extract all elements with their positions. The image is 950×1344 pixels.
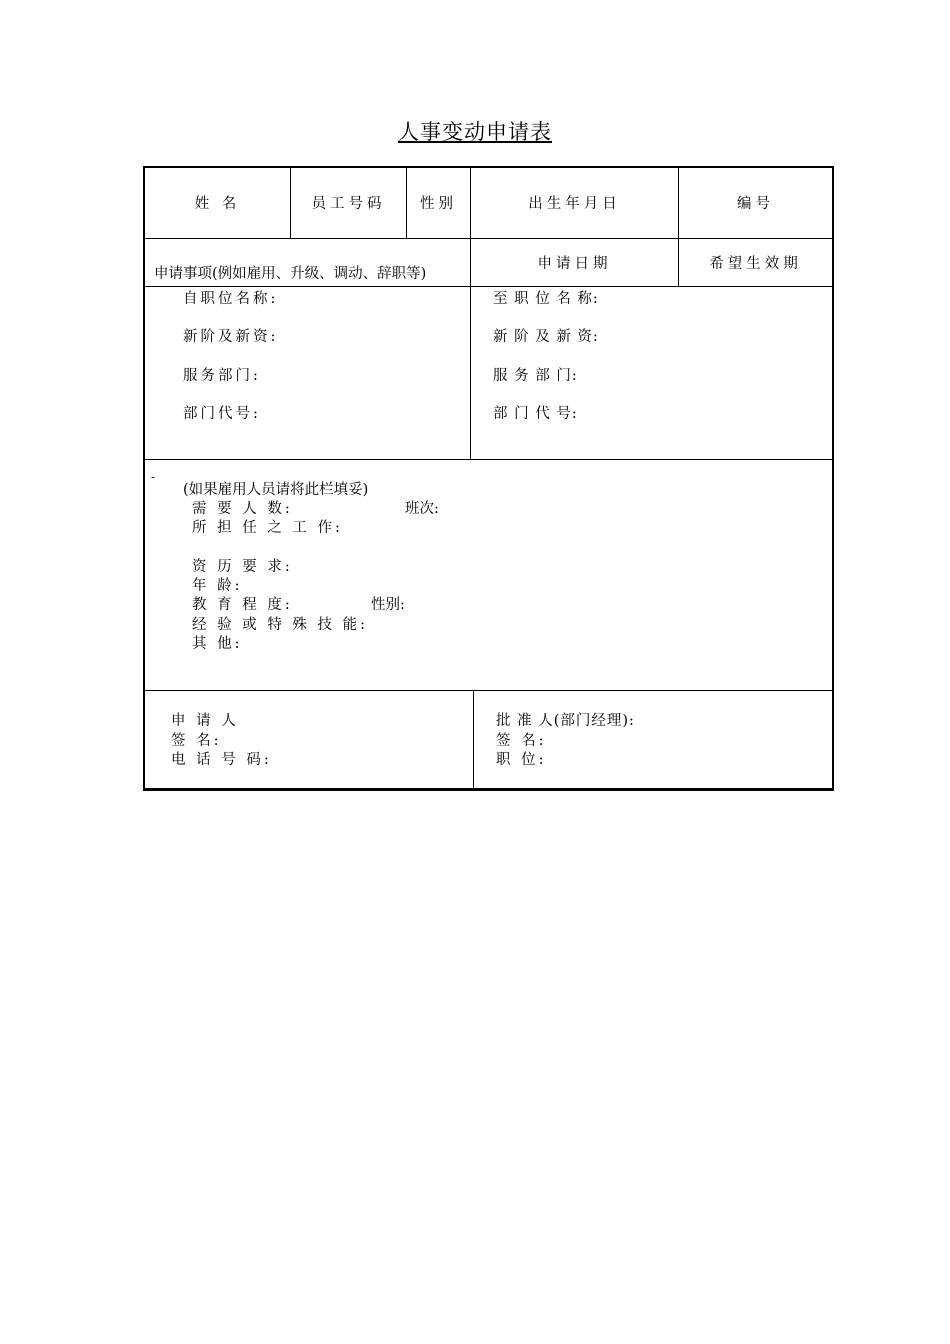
skills-field[interactable]: 经 验 或 特 殊 技 能: <box>192 617 369 633</box>
qualification-field[interactable]: 资 历 要 求: <box>192 559 293 575</box>
from-salary-field[interactable]: 新阶及新资: <box>183 329 279 345</box>
to-dept-code-field[interactable]: 部 门 代 号: <box>493 406 578 422</box>
header-name: 姓 名 <box>194 196 241 212</box>
duty-field[interactable]: 所 担 任 之 工 作: <box>192 520 343 536</box>
applicant-signature-field[interactable]: 签 名: <box>171 733 222 749</box>
approver-position-field[interactable]: 职 位: <box>496 752 547 768</box>
from-dept-code-field[interactable]: 部门代号: <box>183 406 261 422</box>
education-field[interactable]: 教 育 程 度: <box>192 597 293 613</box>
rule-v-sign <box>473 690 474 788</box>
from-dept-field[interactable]: 服务部门: <box>183 368 261 384</box>
rule-hire-bottom <box>143 690 834 691</box>
effective-date-label: 希望生效期 <box>709 256 802 272</box>
age-field[interactable]: 年 龄: <box>192 578 243 594</box>
rule-transfer-bottom <box>143 459 834 460</box>
headcount-field[interactable]: 需 要 人 数: <box>192 501 293 517</box>
border-top <box>143 166 834 168</box>
hire-dash: - <box>151 470 159 484</box>
other-field[interactable]: 其 他: <box>192 636 243 652</box>
rule-row2-bottom <box>143 286 834 287</box>
to-position-field[interactable]: 至 职 位 名 称: <box>493 291 599 307</box>
applicant-label: 申 请 人 <box>171 713 239 729</box>
to-dept-field[interactable]: 服 务 部 门: <box>493 368 578 384</box>
header-birth: 出生年月日 <box>528 196 621 212</box>
border-bottom <box>143 788 834 791</box>
header-gender: 性别 <box>420 196 457 212</box>
border-right <box>832 166 834 791</box>
sex-field[interactable]: 性别: <box>371 597 405 613</box>
rule-header-bottom <box>143 238 834 239</box>
from-position-field[interactable]: 自职位名称: <box>183 291 279 307</box>
to-salary-field[interactable]: 新 阶 及 新 资: <box>493 329 599 345</box>
apply-matter-label: 申请事项(例如雇用、升级、调动、辞职等) <box>154 266 427 282</box>
border-left <box>143 166 145 791</box>
page-title: 人事变动申请表 <box>398 120 552 144</box>
shift-field[interactable]: 班次: <box>405 501 439 517</box>
hire-note: (如果雇用人员请将此栏填妥) <box>183 482 369 498</box>
apply-date-label: 申请日期 <box>537 256 612 272</box>
header-emp-no: 员工号码 <box>311 196 386 212</box>
applicant-phone-field[interactable]: 电 话 号 码: <box>171 752 272 768</box>
approver-label: 批 准 人(部门经理): <box>496 713 635 729</box>
approver-signature-field[interactable]: 签 名: <box>496 733 547 749</box>
header-code: 编号 <box>737 196 774 212</box>
